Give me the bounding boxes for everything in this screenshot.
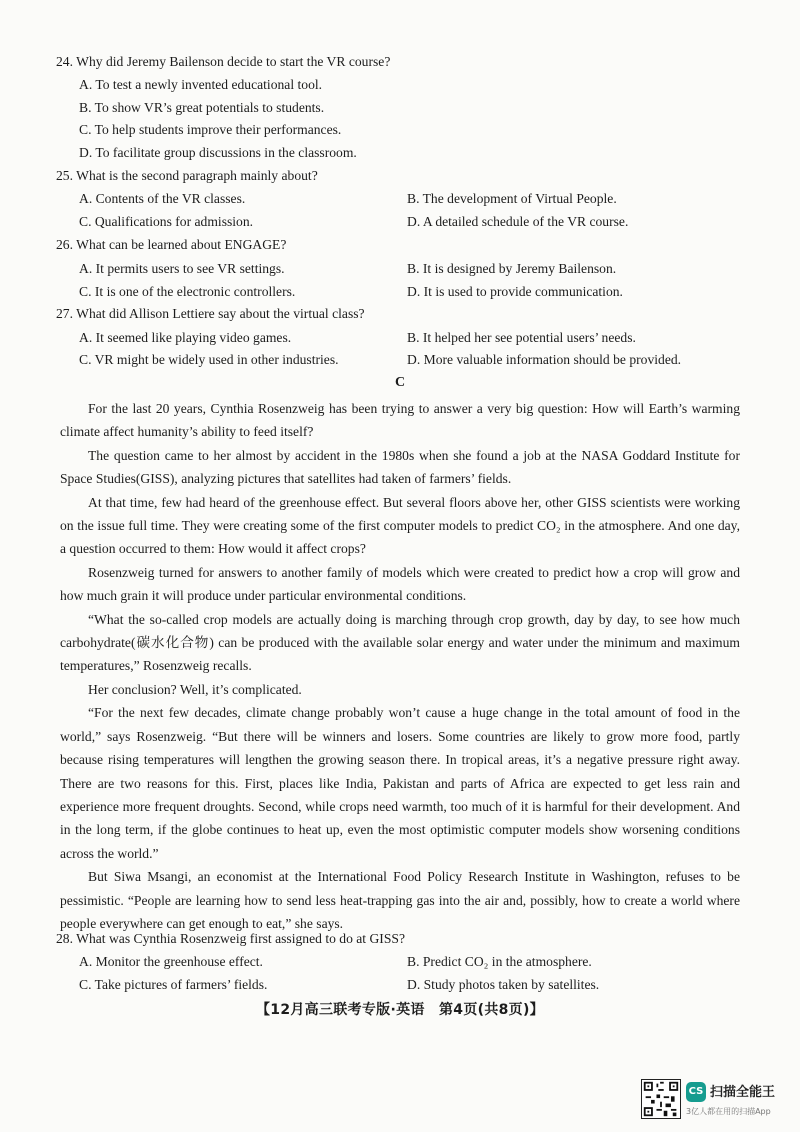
- q28-option-a: A. Monitor the greenhouse effect.: [79, 954, 263, 969]
- q25-option-c: C. Qualifications for admission.: [79, 214, 254, 229]
- q27-option-b: B. It helped her see potential users’ needs.: [407, 330, 636, 345]
- q24-option-a: A. To test a newly invented educational tool.: [79, 77, 323, 92]
- scanner-tagline: 3亿人都在用的扫描App: [686, 1107, 771, 1116]
- passage-paragraph: At that time, few had heard of the greenhouse effect. But several floors above her, other GISS scientists were working on the issue full time. They were creating some of the first computer models to predict CO₂ in the atmosphere. And one day, a question occurred to them: How would it affect crops?: [60, 494, 740, 557]
- q25-option-b: B. The development of Virtual People.: [407, 191, 617, 206]
- question-26-stem: 26. What can be learned about ENGAGE?: [56, 237, 287, 252]
- q27-option-a: A. It seemed like playing video games.: [79, 330, 292, 345]
- passage-paragraph: For the last 20 years, Cynthia Rosenzweig has been trying to answer a very big question: How will Earth’s warming climate affect humanity’s ability to feed itself?: [60, 401, 740, 440]
- scanner-brand: 扫描全能王: [710, 1085, 776, 1100]
- question-28-stem: 28. What was Cynthia Rosenzweig first assigned to do at GISS?: [56, 931, 405, 946]
- q24-option-b: B. To show VR’s great potentials to students.: [79, 100, 325, 115]
- passage-paragraph: “For the next few decades, climate change probably won’t cause a huge change in the total amount of food in the world,” says Rosenzweig. “But there will be winners and losers. Some countries are likely to grow more food, partly because rising temperatures will lengthen the growing season there. In tropical areas, it’s a negative pressure right away. There are two reasons for this. First, places like India, Pakistan and parts of Africa are expected to get less rain and experience more frequent droughts. Second, while crops need warmth, too much of it is harmful for their development. And in the long term, if the globe continues to heat up, even the most optimistic computer models show worsening conditions across the world.”: [60, 705, 740, 861]
- q27-option-c: C. VR might be widely used in other industries.: [79, 352, 339, 367]
- question-25-stem: 25. What is the second paragraph mainly about?: [56, 168, 318, 183]
- passage-paragraph: Rosenzweig turned for answers to another family of models which were created to predict how a crop will grow and how much grain it will produce under particular environmental conditions.: [60, 564, 740, 604]
- scanner-watermark: [641, 1079, 791, 1123]
- page-footer: 【12月高三联考专版·英语 第4页(共8页)】: [256, 1002, 544, 1018]
- q26-option-b: B. It is designed by Jeremy Bailenson.: [407, 261, 617, 276]
- passage-paragraph: But Siwa Msangi, an economist at the International Food Policy Research Institute in Washington, refuses to be pessimistic. “People are learning how to send less heat-trapping gas into the air and, possibly, how to create a world where people everywhere can get enough to eat,” she says.: [60, 869, 740, 931]
- q25-option-d: D. A detailed schedule of the VR course.: [407, 214, 629, 229]
- passage-paragraph: Her conclusion? Well, it’s complicated.: [88, 681, 302, 697]
- q25-option-a: A. Contents of the VR classes.: [79, 191, 246, 206]
- q26-option-a: A. It permits users to see VR settings.: [79, 261, 285, 276]
- scanner-logo-icon: CS: [686, 1082, 706, 1102]
- passage-paragraph: The question came to her almost by accident in the 1980s when she found a job at the NASA Goddard Institute for Space Studies(GISS), analyzing pictures that satellites had taken of farmers’ fields.: [60, 447, 740, 487]
- q26-option-c: C. It is one of the electronic controllers.: [79, 284, 296, 299]
- q28-option-b: B. Predict CO₂ in the atmosphere.: [407, 954, 592, 969]
- passage-paragraph: “What the so-called crop models are actually doing is marching through crop growth, day by day, to see how much carbohydrate(碳水化合物) can be produced with the available solar energy and water under the minimum and maximum temperatures,” Rosenzweig recalls.: [60, 611, 740, 674]
- q27-option-d: D. More valuable information should be provided.: [407, 352, 682, 367]
- q28-option-c: C. Take pictures of farmers’ fields.: [79, 977, 268, 992]
- question-27-stem: 27. What did Allison Lettiere say about the virtual class?: [56, 306, 365, 321]
- q28-option-d: D. Study photos taken by satellites.: [407, 977, 600, 992]
- q24-option-c: C. To help students improve their performances.: [79, 122, 342, 137]
- question-24-stem: 24. Why did Jeremy Bailenson decide to start the VR course?: [56, 54, 391, 69]
- section-letter: C: [394, 375, 406, 390]
- q26-option-d: D. It is used to provide communication.: [407, 284, 623, 299]
- passage: [60, 397, 740, 935]
- q24-option-d: D. To facilitate group discussions in the classroom.: [79, 145, 357, 160]
- qr-code-icon: [641, 1079, 681, 1119]
